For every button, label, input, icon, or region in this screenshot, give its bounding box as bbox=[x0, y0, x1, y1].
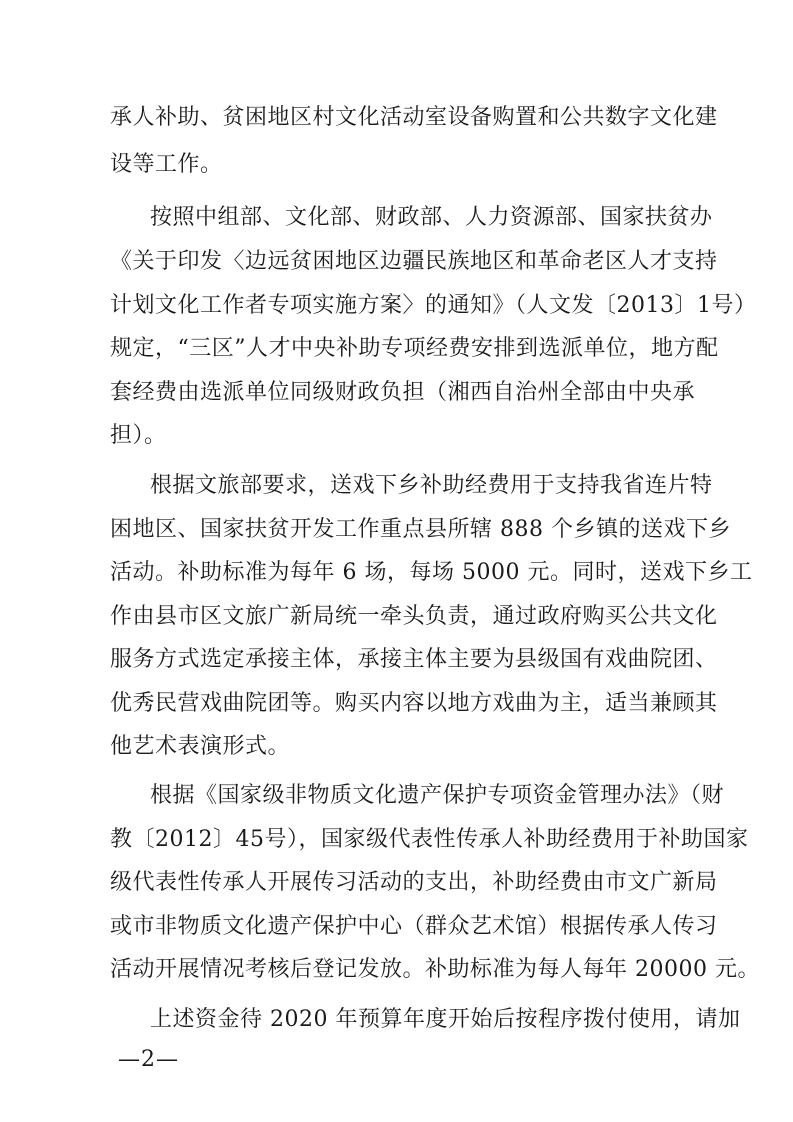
text-line: 《关于印发〈边远贫困地区边疆民族地区和革命老区人才支持 bbox=[110, 249, 718, 274]
text-line: 计划文化工作者专项实施方案〉的通知》（人文发〔2013〕1号） bbox=[110, 293, 757, 318]
text-line: 活动开展情况考核后登记发放。补助标准为每人每年 20000 元。 bbox=[110, 957, 760, 982]
text-line: 上述资金待 2020 年预算年度开始后按程序拨付使用，请加 bbox=[150, 1007, 741, 1032]
text-line: 承人补助、贫困地区村文化活动室设备购置和公共数字文化建 bbox=[110, 105, 718, 130]
text-line: 担）。 bbox=[110, 423, 167, 448]
text-line: 设等工作。 bbox=[110, 152, 223, 177]
text-line: 级代表性传承人开展传习活动的支出，补助经费由市文广新局 bbox=[110, 870, 718, 895]
text-line: 教〔2012〕45号），国家级代表性传承人补助经费用于补助国家 bbox=[110, 827, 749, 852]
text-line: 根据《国家级非物质文化遗产保护专项资金管理办法》（财 bbox=[150, 783, 725, 808]
text-line: 规定，“三区”人才中央补助专项经费安排到选派单位，地方配 bbox=[110, 336, 719, 361]
page-number: —2— bbox=[118, 1047, 179, 1072]
text-line: 优秀民营戏曲院团等。购买内容以地方戏曲为主，适当兼顾其 bbox=[110, 691, 718, 716]
text-line: 套经费由选派单位同级财政负担（湘西自治州全部由中央承 bbox=[110, 380, 696, 405]
text-line: 根据文旅部要求，送戏下乡补助经费用于支持我省连片特 bbox=[150, 473, 713, 498]
text-line: 按照中组部、文化部、财政部、人力资源部、国家扶贫办 bbox=[150, 205, 713, 230]
text-line: 作由县市区文旅广新局统一牵头负责，通过政府购买公共文化 bbox=[110, 604, 718, 629]
text-line: 他艺术表演形式。 bbox=[110, 734, 291, 759]
text-line: 活动。补助标准为每年 6 场，每场 5000 元。同时，送戏下乡工 bbox=[110, 560, 753, 585]
text-line: 或市非物质文化遗产保护中心（群众艺术馆）根据传承人传习 bbox=[110, 914, 718, 939]
text-line: 困地区、国家扶贫开发工作重点县所辖 888 个乡镇的送戏下乡 bbox=[110, 517, 731, 542]
text-line: 服务方式选定承接主体，承接主体主要为县级国有戏曲院团、 bbox=[110, 647, 718, 672]
